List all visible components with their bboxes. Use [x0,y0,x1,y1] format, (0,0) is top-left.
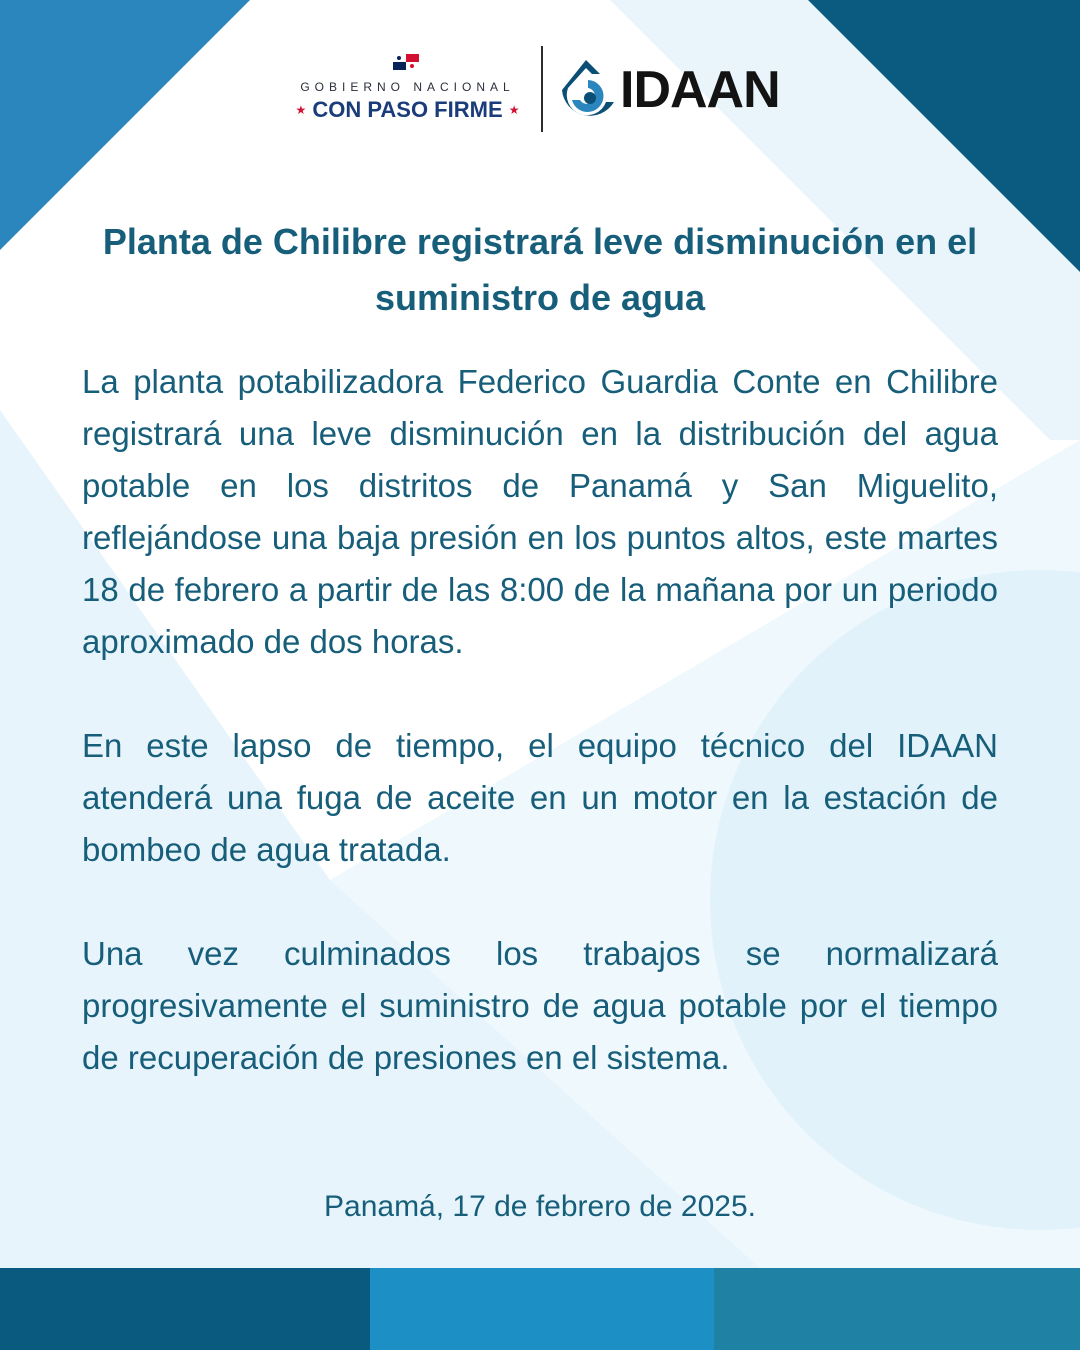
footer-segment-mid [370,1268,714,1350]
paragraph-3: Una vez culminados los trabajos se normalizará progresivamente el suministro de agua potable por el tiempo de recuperación de presiones en el sistema. [82,935,998,1076]
gov-line-1: GOBIERNO NACIONAL [300,80,515,94]
paragraph-1: La planta potabilizadora Federico Guardia Conte en Chilibre registrará una leve disminución en la distribución del agua potable en los distritos de Panamá y San Miguelito, reflejándose una baja presión en los puntos altos, este martes 18 de febrero a partir de las 8:00 de la mañana por un periodo aproximado de dos horas. [82,363,998,660]
idaan-wordmark: IDAAN [620,61,780,119]
date-line: Panamá, 17 de febrero de 2025. [324,1190,756,1223]
footer-bar [0,1268,1080,1350]
header [0,40,1080,140]
footer-segment-teal [714,1268,1080,1350]
footer-segment-dark [0,1268,370,1350]
gov-line-2-text: CON PASO FIRME [312,97,503,122]
page-title: Planta de Chilibre registrará leve disminución en el suministro de agua [102,221,978,318]
paragraph-2: En este lapso de tiempo, el equipo técnico del IDAAN atenderá una fuga de aceite en un motor en la estación de bombeo de agua tratada. [82,727,998,868]
star-icon: ★ [295,103,307,117]
water-drop-icon [560,58,616,122]
panama-flag-icon [393,54,419,70]
star-icon: ★ [508,103,520,117]
logo-divider [541,46,543,132]
gov-line-2 [285,97,530,123]
announcement-body [82,356,998,1136]
